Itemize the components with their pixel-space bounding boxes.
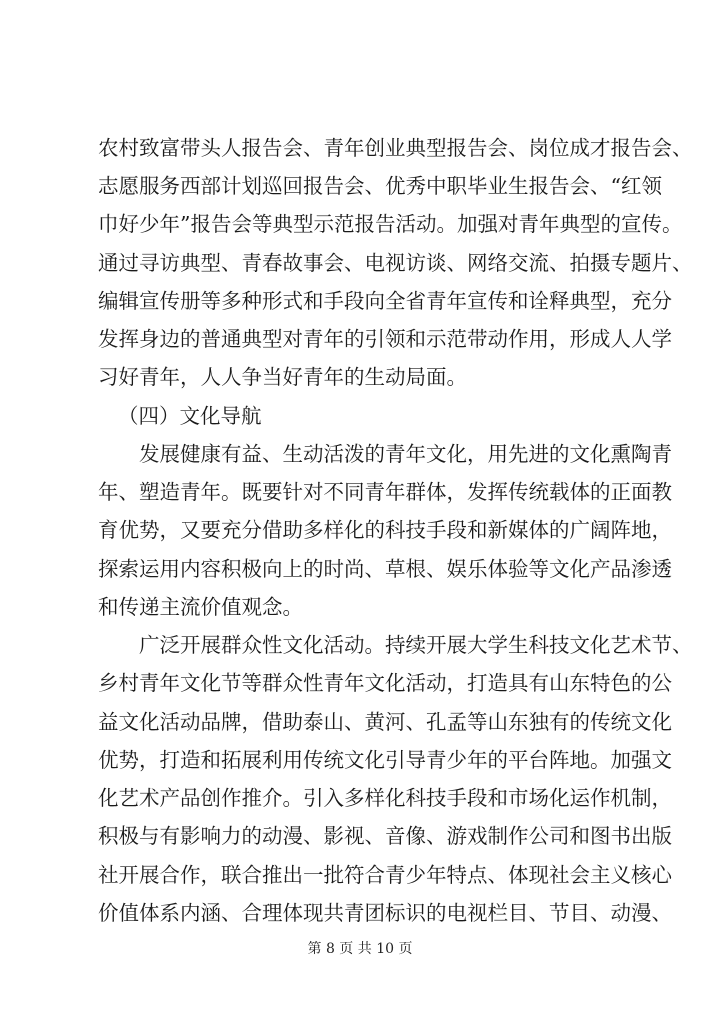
body-line-19: 积极与有影响力的动漫、影视、音像、游戏制作公司和图书出版 <box>98 824 672 848</box>
body-line-7: 习好青年，人人争当好青年的生动局面。 <box>98 365 467 389</box>
body-line-17: 优势，打造和拓展利用传统文化引导青少年的平台阵地。加强文 <box>98 748 672 772</box>
body-line-2: 志愿服务西部计划巡回报告会、优秀中职毕业生报告会、“红领 <box>98 174 662 198</box>
section-heading: （四）文化导航 <box>118 404 262 428</box>
body-line-18: 化艺术产品创作推介。引入多样化科技手段和市场化运作机制， <box>98 786 672 810</box>
body-line-15: 乡村青年文化节等群众性青年文化活动，打造具有山东特色的公 <box>98 671 672 695</box>
body-line-16: 益文化活动品牌，借助泰山、黄河、孔孟等山东独有的传统文化 <box>98 710 672 734</box>
body-line-14: 广泛开展群众性文化活动。持续开展大学生科技文化艺术节、 <box>139 633 693 657</box>
body-line-3: 巾好少年”报告会等典型示范报告活动。加强对青年典型的宣传。 <box>98 212 683 236</box>
body-line-10: 年、塑造青年。既要针对不同青年群体，发挥传统载体的正面教 <box>98 480 672 504</box>
body-line-13: 和传递主流价值观念。 <box>98 595 303 619</box>
body-line-21: 价值体系内涵、合理体现共青团标识的电视栏目、节目、动漫、 <box>98 901 672 925</box>
body-line-11: 育优势，又要充分借助多样化的科技手段和新媒体的广阔阵地， <box>98 518 672 542</box>
page-footer: 第 8 页 共 10 页 <box>307 941 413 957</box>
body-line-6: 发挥身边的普通典型对青年的引领和示范带动作用，形成人人学 <box>98 327 672 351</box>
body-line-9: 发展健康有益、生动活泼的青年文化，用先进的文化熏陶青 <box>139 442 672 466</box>
body-line-4: 通过寻访典型、青春故事会、电视访谈、网络交流、拍摄专题片、 <box>98 251 693 275</box>
body-line-5: 编辑宣传册等多种形式和手段向全省青年宣传和诠释典型，充分 <box>98 289 672 313</box>
body-line-1: 农村致富带头人报告会、青年创业典型报告会、岗位成才报告会、 <box>98 136 693 160</box>
body-line-20: 社开展合作，联合推出一批符合青少年特点、体现社会主义核心 <box>98 863 672 887</box>
body-line-12: 探索运用内容积极向上的时尚、草根、娱乐体验等文化产品渗透 <box>98 557 672 581</box>
